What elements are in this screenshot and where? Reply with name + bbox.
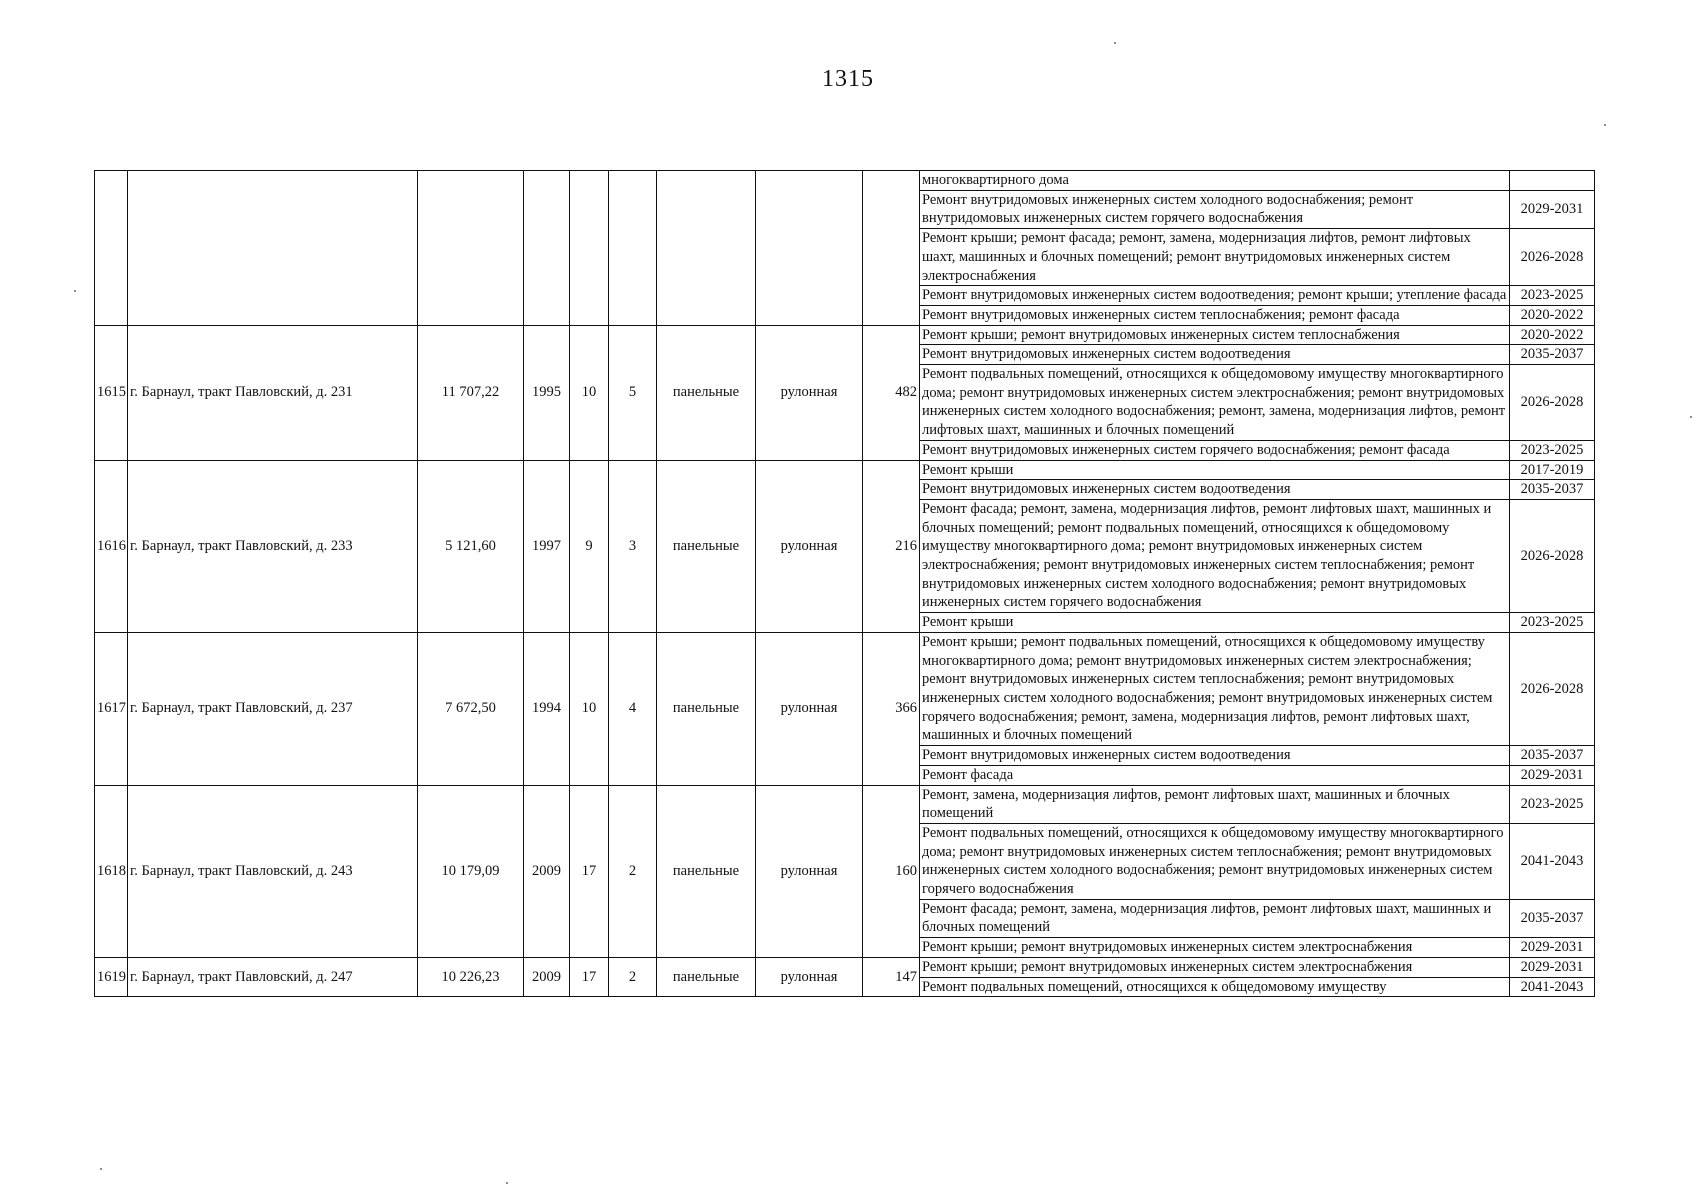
work-description-cell: Ремонт крыши; ремонт внутридомовых инженерных систем теплоснабжения: [920, 325, 1510, 345]
table-row: [95, 325, 1595, 345]
work-period-cell: 2041-2043: [1510, 977, 1595, 997]
work-period-cell: 2026-2028: [1510, 632, 1595, 745]
entrances-cell: 5: [609, 325, 657, 460]
work-description-cell: Ремонт внутридомовых инженерных систем горячего водоснабжения; ремонт фасада: [920, 440, 1510, 460]
scan-speck: [1114, 42, 1116, 44]
table-row: [95, 785, 1595, 823]
work-period-cell: 2023-2025: [1510, 613, 1595, 633]
floors-cell: 10: [570, 325, 609, 460]
entrances-cell: [609, 171, 657, 326]
work-period-cell: 2026-2028: [1510, 499, 1595, 612]
floors-cell: 9: [570, 460, 609, 632]
work-period-cell: 2029-2031: [1510, 765, 1595, 785]
work-description-cell: Ремонт, замена, модернизация лифтов, ремонт лифтовых шахт, машинных и блочных помещений: [920, 785, 1510, 823]
page-number: 1315: [822, 66, 874, 92]
floors-cell: 10: [570, 632, 609, 785]
entrances-cell: 2: [609, 785, 657, 957]
work-description-cell: Ремонт крыши: [920, 613, 1510, 633]
scan-speck: [74, 290, 76, 292]
address-cell: г. Барнаул, тракт Павловский, д. 231: [128, 325, 418, 460]
table-row: [95, 171, 1595, 191]
row-number-cell: 1617: [95, 632, 128, 785]
residents-cell: 160: [863, 785, 920, 957]
year-cell: 2009: [524, 957, 570, 996]
work-description-cell: Ремонт подвальных помещений, относящихся к общедомовому имуществу многоквартирного дома; ремонт внутридомовых инженерных систем теплоснабжения; ремонт внутридомовых инженерных систем холодного водоснабжения; ремонт внутридомовых инженерных систем горячего водоснабжения: [920, 823, 1510, 899]
year-cell: [524, 171, 570, 326]
table-row: [95, 632, 1595, 745]
work-period-cell: 2026-2028: [1510, 365, 1595, 441]
scan-speck: [1604, 124, 1606, 126]
row-number-cell: 1619: [95, 957, 128, 996]
work-description-cell: Ремонт внутридомовых инженерных систем водоотведения; ремонт крыши; утепление фасада: [920, 286, 1510, 306]
roof-type-cell: рулонная: [756, 632, 863, 785]
work-description-cell: Ремонт фасада: [920, 765, 1510, 785]
scan-speck: [1690, 416, 1692, 418]
residents-cell: 216: [863, 460, 920, 632]
row-number-cell: [95, 171, 128, 326]
roof-type-cell: рулонная: [756, 325, 863, 460]
work-period-cell: 2026-2028: [1510, 229, 1595, 286]
work-description-cell: Ремонт фасада; ремонт, замена, модернизация лифтов, ремонт лифтовых шахт, машинных и блочных помещений; ремонт подвальных помещений, относящихся к общедомовому имуществу многоквартирного дома; ремонт внутридомовых инженерных систем электроснабжения; ремонт внутридомовых инженерных систем теплоснабжения; ремонт внутридомовых инженерных систем холодного водоснабжения; ремонт внутридомовых инженерных систем горячего водоснабжения: [920, 499, 1510, 612]
address-cell: г. Барнаул, тракт Павловский, д. 247: [128, 957, 418, 996]
work-description-cell: Ремонт внутридомовых инженерных систем водоотведения: [920, 345, 1510, 365]
work-period-cell: 2035-2037: [1510, 899, 1595, 937]
area-cell: [418, 171, 524, 326]
residents-cell: [863, 171, 920, 326]
scan-speck: [506, 1182, 508, 1184]
residents-cell: 147: [863, 957, 920, 996]
area-cell: 10 179,09: [418, 785, 524, 957]
address-cell: г. Барнаул, тракт Павловский, д. 237: [128, 632, 418, 785]
entrances-cell: 3: [609, 460, 657, 632]
work-period-cell: 2023-2025: [1510, 286, 1595, 306]
area-cell: 10 226,23: [418, 957, 524, 996]
roof-type-cell: рулонная: [756, 957, 863, 996]
housing-register-table: [94, 170, 1595, 997]
work-description-cell: многоквартирного дома: [920, 171, 1510, 191]
address-cell: г. Барнаул, тракт Павловский, д. 233: [128, 460, 418, 632]
entrances-cell: 2: [609, 957, 657, 996]
residents-cell: 366: [863, 632, 920, 785]
row-number-cell: 1615: [95, 325, 128, 460]
year-cell: 1997: [524, 460, 570, 632]
area-cell: 5 121,60: [418, 460, 524, 632]
table-row: [95, 957, 1595, 977]
work-period-cell: [1510, 171, 1595, 191]
work-description-cell: Ремонт крыши; ремонт внутридомовых инженерных систем электроснабжения: [920, 938, 1510, 958]
year-cell: 1994: [524, 632, 570, 785]
floors-cell: [570, 171, 609, 326]
residents-cell: 482: [863, 325, 920, 460]
floors-cell: 17: [570, 957, 609, 996]
wall-material-cell: панельные: [657, 325, 756, 460]
table-row: [95, 460, 1595, 480]
work-period-cell: 2035-2037: [1510, 480, 1595, 500]
work-period-cell: 2017-2019: [1510, 460, 1595, 480]
roof-type-cell: рулонная: [756, 460, 863, 632]
work-description-cell: Ремонт крыши; ремонт внутридомовых инженерных систем электроснабжения: [920, 957, 1510, 977]
work-description-cell: Ремонт внутридомовых инженерных систем холодного водоснабжения; ремонт внутридомовых инженерных систем горячего водоснабжения: [920, 190, 1510, 228]
wall-material-cell: панельные: [657, 957, 756, 996]
work-description-cell: Ремонт крыши; ремонт подвальных помещений, относящихся к общедомовому имуществу многоквартирного дома; ремонт внутридомовых инженерных систем электроснабжения; ремонт внутридомовых инженерных систем теплоснабжения; ремонт внутридомовых инженерных систем холодного водоснабжения; ремонт внутридомовых инженерных систем горячего водоснабжения; ремонт, замена, модернизация лифтов, ремонт лифтовых шахт, машинных и блочных помещений: [920, 632, 1510, 745]
work-period-cell: 2035-2037: [1510, 345, 1595, 365]
scan-speck: [100, 1168, 102, 1170]
work-description-cell: Ремонт фасада; ремонт, замена, модернизация лифтов, ремонт лифтовых шахт, машинных и блочных помещений: [920, 899, 1510, 937]
year-cell: 2009: [524, 785, 570, 957]
work-period-cell: 2029-2031: [1510, 938, 1595, 958]
wall-material-cell: панельные: [657, 785, 756, 957]
work-description-cell: Ремонт внутридомовых инженерных систем водоотведения: [920, 746, 1510, 766]
work-period-cell: 2023-2025: [1510, 785, 1595, 823]
work-period-cell: 2020-2022: [1510, 325, 1595, 345]
work-description-cell: Ремонт внутридомовых инженерных систем теплоснабжения; ремонт фасада: [920, 305, 1510, 325]
row-number-cell: 1618: [95, 785, 128, 957]
work-description-cell: Ремонт внутридомовых инженерных систем водоотведения: [920, 480, 1510, 500]
wall-material-cell: панельные: [657, 460, 756, 632]
floors-cell: 17: [570, 785, 609, 957]
address-cell: [128, 171, 418, 326]
work-description-cell: Ремонт крыши: [920, 460, 1510, 480]
row-number-cell: 1616: [95, 460, 128, 632]
work-period-cell: 2029-2031: [1510, 957, 1595, 977]
work-period-cell: 2041-2043: [1510, 823, 1595, 899]
entrances-cell: 4: [609, 632, 657, 785]
work-description-cell: Ремонт крыши; ремонт фасада; ремонт, замена, модернизация лифтов, ремонт лифтовых шахт, машинных и блочных помещений; ремонт внутридомовых инженерных систем электроснабжения: [920, 229, 1510, 286]
work-period-cell: 2029-2031: [1510, 190, 1595, 228]
area-cell: 11 707,22: [418, 325, 524, 460]
work-period-cell: 2035-2037: [1510, 746, 1595, 766]
work-description-cell: Ремонт подвальных помещений, относящихся к общедомовому имуществу многоквартирного дома; ремонт внутридомовых инженерных систем электроснабжения; ремонт внутридомовых инженерных систем холодного водоснабжения; ремонт, замена, модернизация лифтов, ремонт лифтовых шахт, машинных и блочных помещений: [920, 365, 1510, 441]
roof-type-cell: рулонная: [756, 785, 863, 957]
work-description-cell: Ремонт подвальных помещений, относящихся к общедомовому имуществу: [920, 977, 1510, 997]
wall-material-cell: [657, 171, 756, 326]
work-period-cell: 2023-2025: [1510, 440, 1595, 460]
year-cell: 1995: [524, 325, 570, 460]
roof-type-cell: [756, 171, 863, 326]
work-period-cell: 2020-2022: [1510, 305, 1595, 325]
area-cell: 7 672,50: [418, 632, 524, 785]
wall-material-cell: панельные: [657, 632, 756, 785]
address-cell: г. Барнаул, тракт Павловский, д. 243: [128, 785, 418, 957]
